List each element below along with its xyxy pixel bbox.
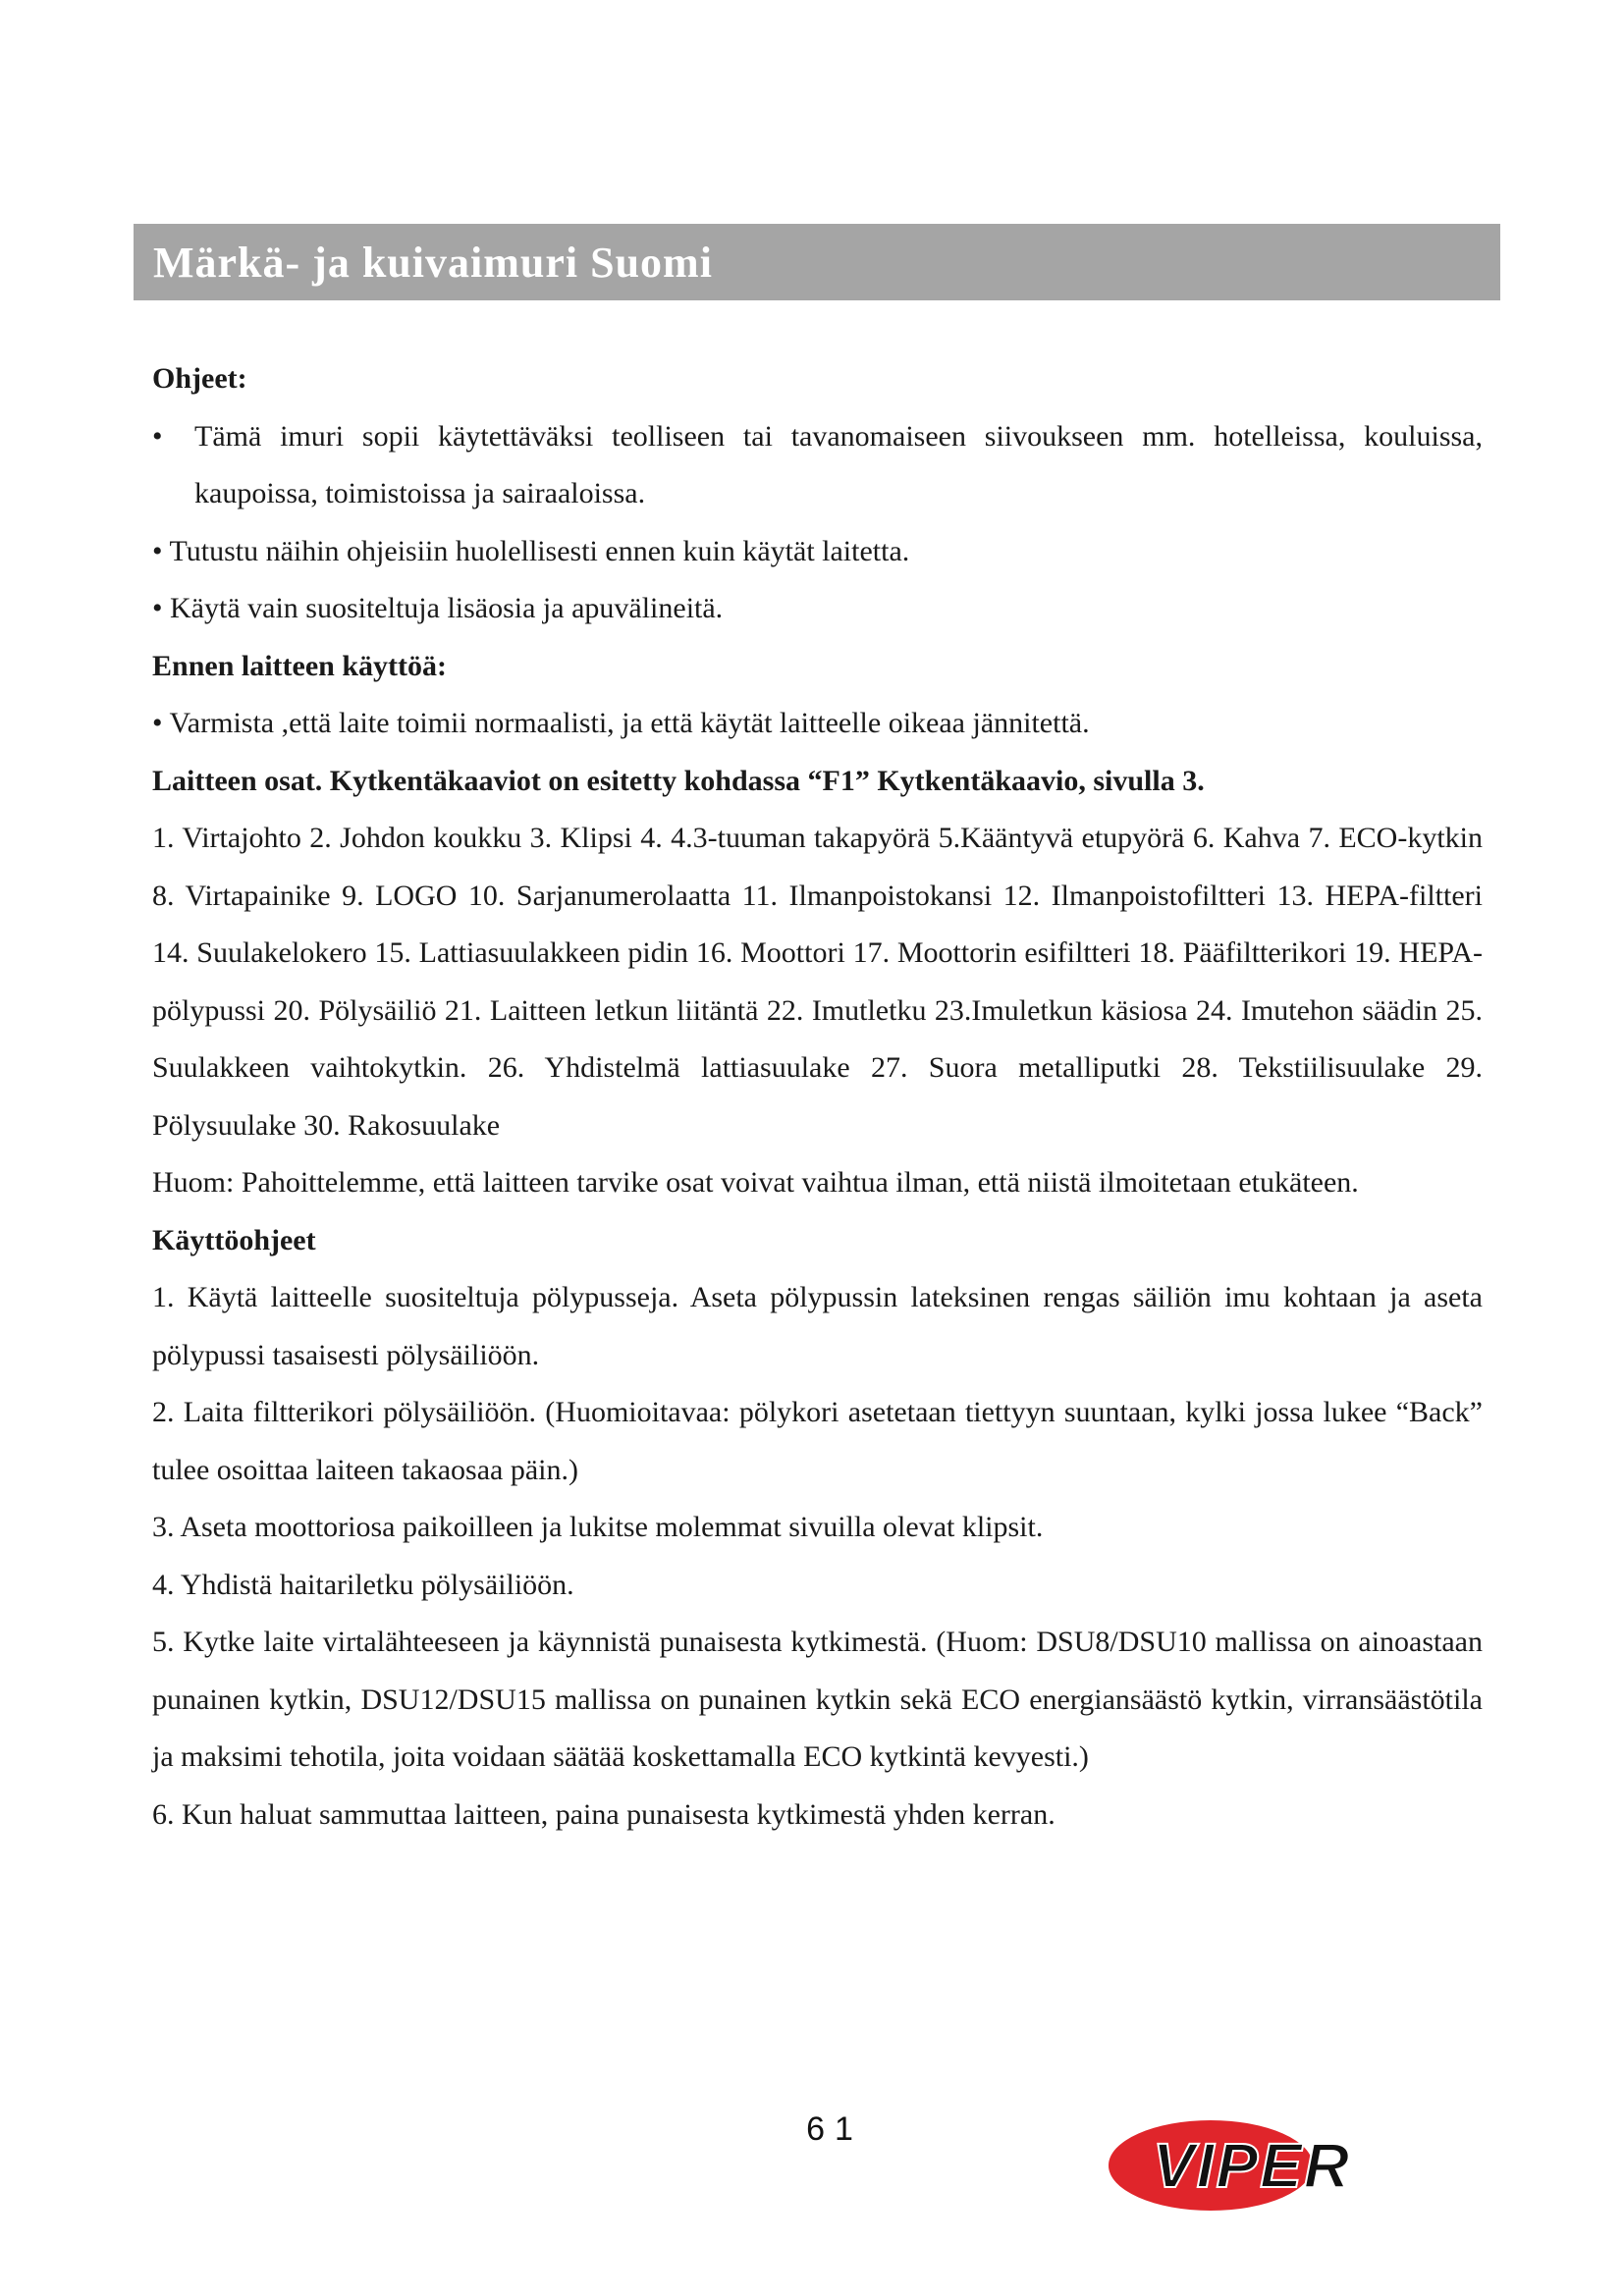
page-content (152, 350, 1483, 1843)
parts-list: 1. Virtajohto 2. Johdon koukku 3. Klipsi 4. 4.3-tuuman takapyörä 5.Kääntyvä etupyörä 6. Kahva 7. ECO-kytkin 8. Virtapainike 9. LOGO 10. Sarjanumerolaatta 11. Ilmanpoistokansi 12. Ilmanpoistofiltteri 13. HEPA-filtteri 14. Suulakelokero 15. Lattiasuulakkeen pidin 16. Moottori 17. Moottorin esifiltteri 18. Pääfiltterikori 19. HEPA- pölypussi 20. Pölysäiliö 21. Laitteen letkun liitäntä 22. Imutletku 23.Imuletkun käsiosa 24. Imutehon säädin 25. Suulakkeen vaihtokytkin. 26. Yhdistelmä lattiasuulake 27. Suora metalliputki 28. Tekstiilisuulake 29. Pölysuulake 30. Rakosuulake (152, 822, 1483, 1142)
heading-kaytto: Käyttöohjeet (152, 1223, 316, 1256)
ohjeet-bullet-1-text: Tämä imuri sopii käytettäväksi teolliseen tai tavanomaiseen siivoukseen mm. hotelleissa, kouluissa, kaupoissa, toimistoissa ja sairaaloissa. (194, 419, 1483, 509)
heading-ennen: Ennen laitteen käyttöä: (152, 649, 447, 682)
step-1: 1. Käytä laitteelle suositeltuja pölypusseja. Aseta pölypussin lateksinen rengas säiliön imu kohtaan ja aseta pölypussi tasaisesti pölysäiliöön. (152, 1281, 1483, 1371)
heading-ohjeet: Ohjeet: (152, 362, 247, 395)
ennen-bullet-1: • Varmista ,että laite toimii normaalisti, ja että käytät laitteelle oikeaa jännitettä. (152, 707, 1090, 739)
step-3: 3. Aseta moottoriosa paikoilleen ja lukitse molemmat sivuilla olevat klipsit. (152, 1511, 1044, 1543)
ohjeet-bullet-2: • Tutustu näihin ohjeisiin huolellisesti ennen kuin käytät laitetta. (152, 534, 910, 567)
step-2: 2. Laita filtterikori pölysäiliöön. (Huomioitavaa: pölykori asetetaan tiettyyn suuntaan, kylki jossa lukee “Back” tulee osoittaa laiteen takaosaa päin.) (152, 1396, 1483, 1486)
bullet-dot: • (152, 419, 163, 453)
logo-text: VIPER (1152, 2130, 1352, 2201)
section-title: Märkä- ja kuivaimuri Suomi (153, 238, 713, 287)
ohjeet-bullet-1 (152, 408, 1483, 523)
step-6: 6. Kun haluat sammuttaa laitteen, paina punaisesta kytkimestä yhden kerran. (152, 1797, 1056, 1831)
page-number: 61 (806, 2110, 863, 2148)
parts-note: Huom: Pahoittelemme, että laitteen tarvike osat voivat vaihtua ilman, että niistä ilmoitetaan etukäteen. (152, 1166, 1359, 1199)
step-5: 5. Kytke laite virtalähteeseen ja käynnistä punaisesta kytkimestä. (Huom: DSU8/DSU10 mallissa on ainoastaan punainen kytkin, DSU12/DSU15 mallissa on punainen kytkin sekä ECO energiansäästö kytkin, virransäästötila ja maksimi tehotila, joita voidaan säätää koskettamalla ECO kytkintä kevyesti.) (152, 1626, 1483, 1773)
heading-osat: Laitteen osat. Kytkentäkaaviot on esitetty kohdassa “F1” Kytkentäkaavio, sivulla 3. (152, 764, 1205, 797)
step-4: 4. Yhdistä haitariletku pölysäiliöön. (152, 1568, 574, 1601)
section-title-bar (134, 224, 1500, 300)
ohjeet-bullet-3: • Käytä vain suositeltuja lisäosia ja apuvälineitä. (152, 592, 724, 624)
viper-logo (1105, 2110, 1389, 2218)
